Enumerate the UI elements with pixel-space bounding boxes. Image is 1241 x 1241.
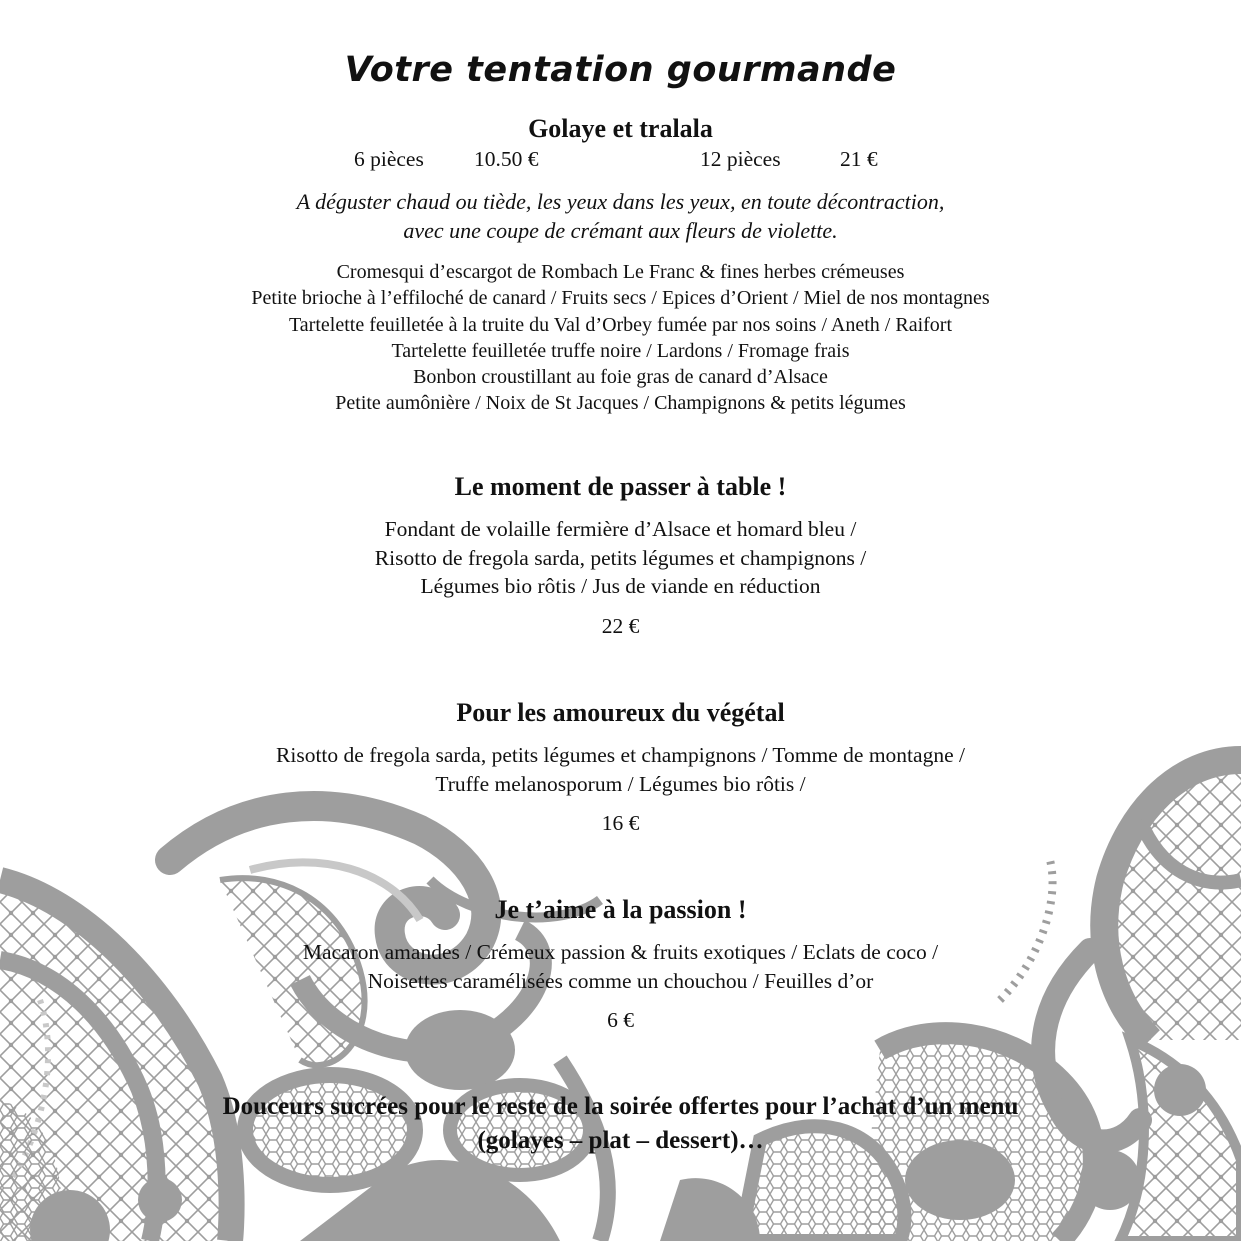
list-item: Tartelette feuilletée truffe noire / Lardons / Fromage frais [391, 339, 850, 362]
tagline-line: A déguster chaud ou tiède, les yeux dans les yeux, en toute décontraction, [296, 189, 945, 214]
dessert-heading: Je t’aime à la passion ! [494, 895, 747, 924]
tagline-line: avec une coupe de crémant aux fleurs de violette. [403, 218, 838, 243]
footer-line: (golayes – plat – dessert)… [477, 1127, 764, 1154]
price-6-value: 10.50 € [474, 147, 539, 171]
golaye-heading: Golaye et tralala [528, 114, 713, 143]
price-6-label: 6 pièces [354, 147, 424, 171]
menu-title: Votre tentation gourmande [344, 50, 897, 90]
description-line: Risotto de fregola sarda, petits légumes et champignons / Tomme de montagne / [276, 743, 965, 767]
footer-note [0, 1090, 1241, 1158]
description-line: Risotto de fregola sarda, petits légumes et champignons / [374, 545, 867, 570]
list-item: Bonbon croustillant au foie gras de canard d’Alsace [413, 366, 828, 389]
description-line: Noisettes caramélisées comme un chouchou / Feuilles d’or [367, 968, 874, 993]
list-item: Petite aumônière / Noix de St Jacques / Champignons & petits légumes [335, 392, 906, 415]
plat-heading: Le moment de passer à table ! [454, 472, 787, 501]
footer-line: Douceurs sucrées pour le reste de la soirée offertes pour l’achat d’un menu [222, 1093, 1019, 1120]
vegetal-description [0, 741, 1241, 798]
golaye-items-list [0, 259, 1241, 417]
description-line: Légumes bio rôtis / Jus de viande en réduction [420, 574, 821, 598]
list-item: Cromesqui d’escargot de Rombach Le Franc & fines herbes crémeuses [336, 261, 905, 283]
plat-description [0, 515, 1241, 601]
plat-price: 22 € [601, 614, 640, 638]
list-item: Petite brioche à l’effiloché de canard / Fruits secs / Epices d’Orient / Miel de nos montagnes [251, 287, 990, 310]
vegetal-price: 16 € [601, 811, 640, 835]
golaye-tagline [0, 187, 1241, 245]
price-12-label: 12 pièces [700, 147, 781, 171]
description-line: Truffe melanosporum / Légumes bio rôtis / [435, 771, 806, 796]
price-12-value: 21 € [840, 147, 878, 171]
dessert-description [0, 938, 1241, 995]
description-line: Macaron amandes / Crémeux passion & fruits exotiques / Eclats de coco / [302, 940, 939, 964]
dessert-price: 6 € [607, 1008, 634, 1032]
list-item: Tartelette feuilletée à la truite du Val d’Orbey fumée par nos soins / Aneth / Raifort [288, 313, 953, 336]
description-line: Fondant de volaille fermière d’Alsace et homard bleu / [384, 517, 857, 541]
vegetal-heading: Pour les amoureux du végétal [456, 698, 785, 727]
